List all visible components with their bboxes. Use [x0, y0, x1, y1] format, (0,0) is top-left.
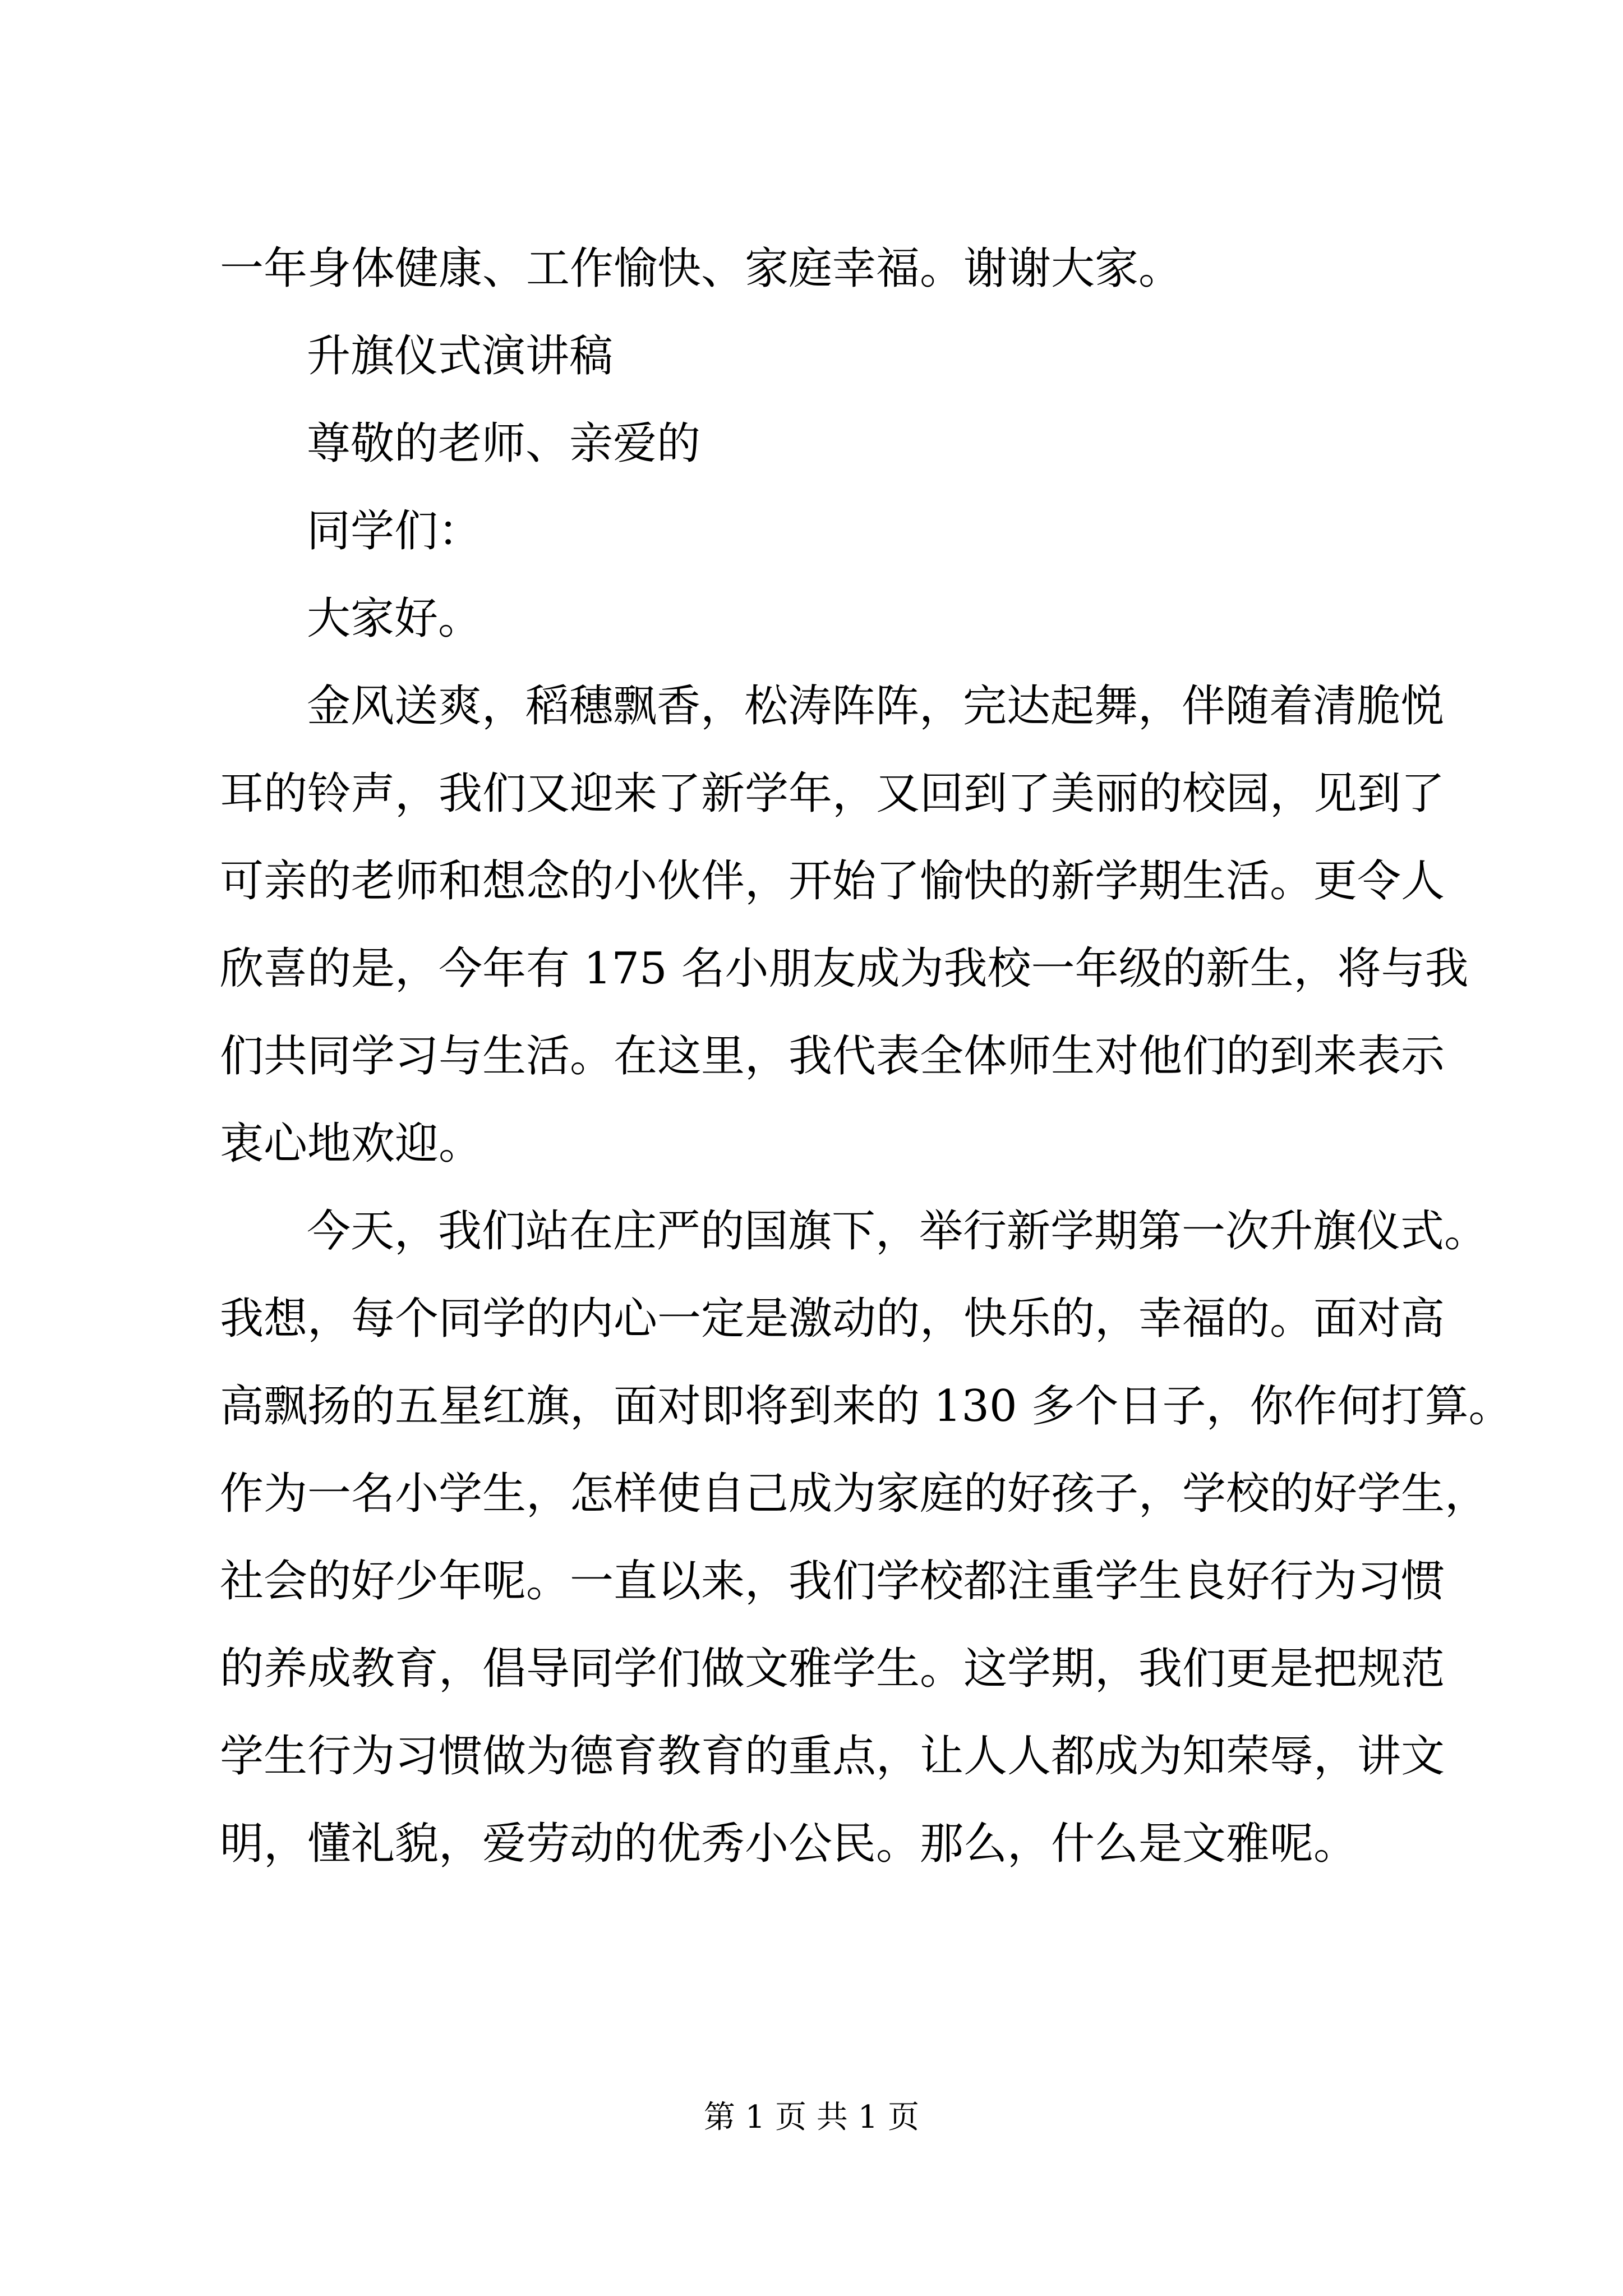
paragraph-1-line-4: 欣喜的是，今年有 175 名小朋友成为我校一年级的新生，将与我 [220, 944, 1469, 994]
paragraph-1-line-3: 可亲的老师和想念的小伙伴，开始了愉快的新学期生活。更令人 [220, 856, 1445, 907]
speech-title: 升旗仪式演讲稿 [307, 331, 614, 381]
page-footer: 第 1 页 共 1 页 [703, 2099, 920, 2136]
salutation-line-1: 尊敬的老师、亲爱的 [307, 418, 701, 469]
salutation-line-2: 同学们： [307, 506, 482, 556]
paragraph-2-line-3: 高飘扬的五星红旗，面对即将到来的 130 多个日子，你作何打算。 [220, 1381, 1513, 1432]
text-line-closing: 一年身体健康、工作愉快、家庭幸福。谢谢大家。 [220, 243, 1183, 294]
paragraph-1-line-2: 耳的铃声，我们又迎来了新学年，又回到了美丽的校园，见到了 [220, 769, 1445, 819]
paragraph-2-line-2: 我想，每个同学的内心一定是激动的，快乐的，幸福的。面对高 [220, 1294, 1445, 1344]
paragraph-2-line-4: 作为一名小学生，怎样使自己成为家庭的好孩子，学校的好学生， [220, 1469, 1489, 1519]
paragraph-1-line-1: 金风送爽，稻穗飘香，松涛阵阵，完达起舞，伴随着清脆悦 [307, 681, 1445, 731]
paragraph-1-line-6: 衷心地欢迎。 [220, 1119, 483, 1169]
paragraph-2-line-1: 今天，我们站在庄严的国旗下，举行新学期第一次升旗仪式。 [307, 1206, 1488, 1257]
paragraph-2-line-7: 学生行为习惯做为德育教育的重点，让人人都成为知荣辱，讲文 [220, 1731, 1445, 1782]
paragraph-1-line-5: 们共同学习与生活。在这里，我代表全体师生对他们的到来表示 [220, 1031, 1445, 1082]
paragraph-2-line-5: 社会的好少年呢。一直以来，我们学校都注重学生良好行为习惯 [220, 1556, 1445, 1607]
greeting-line: 大家好。 [307, 593, 482, 644]
paragraph-2-line-8: 明，懂礼貌，爱劳动的优秀小公民。那么，什么是文雅呢。 [220, 1819, 1358, 1869]
paragraph-2-line-6: 的养成教育，倡导同学们做文雅学生。这学期，我们更是把规范 [220, 1644, 1445, 1694]
